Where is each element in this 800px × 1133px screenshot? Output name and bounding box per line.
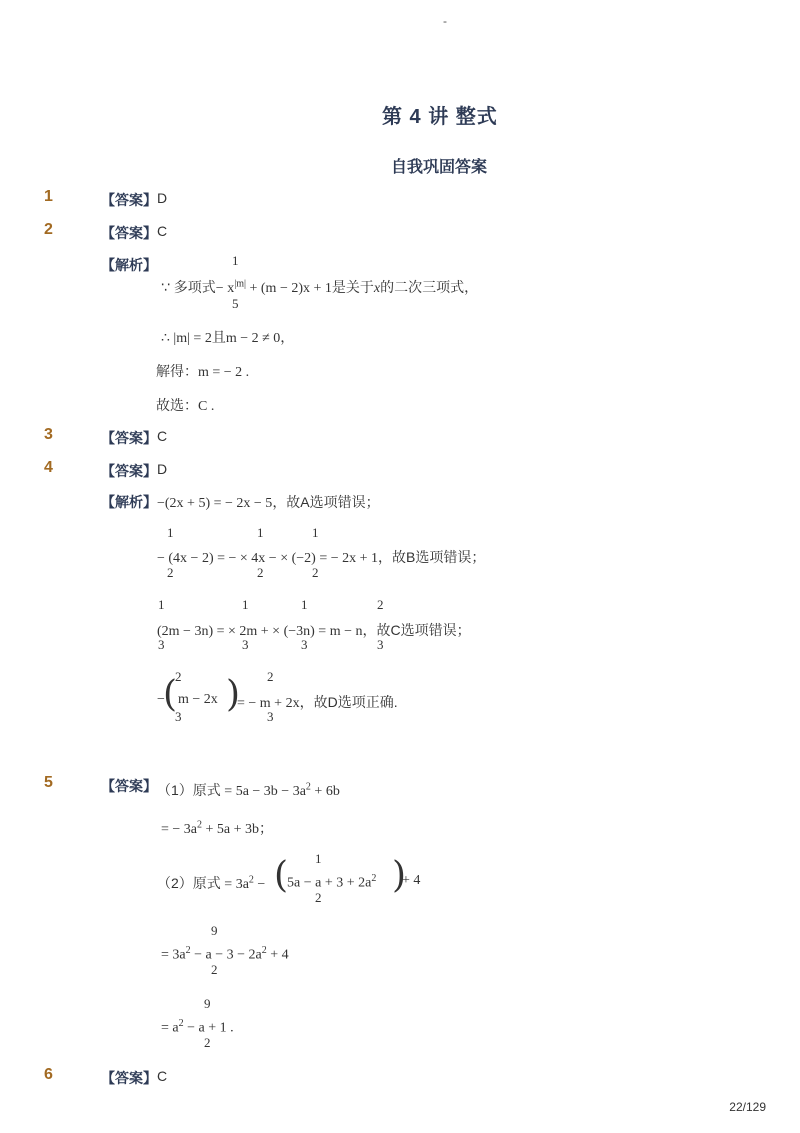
q5-p3-right-paren: ) bbox=[392, 855, 407, 896]
q2-line3-math: m = − 2 . bbox=[198, 365, 250, 380]
q5-p3-end: + 4 bbox=[402, 873, 421, 888]
q4-line-2 bbox=[157, 547, 485, 567]
q4-line3-math: (2m − 3n) = × 2m + × (−3n) = m − n bbox=[157, 624, 363, 639]
q4-l3-frac-num-4: 2 bbox=[377, 597, 384, 612]
q4-l3-frac-den-3: 3 bbox=[301, 637, 308, 652]
q4-line-4 bbox=[237, 692, 398, 712]
q5-p3-frac-num: 1 bbox=[315, 851, 322, 866]
q5-p4-sup2: 2 bbox=[261, 945, 267, 956]
q5-p4-end: + 4 bbox=[266, 947, 289, 963]
q4-line2-cn: ，故B选项错误； bbox=[378, 549, 486, 565]
answer-value-3: C bbox=[157, 428, 168, 444]
q4-l2-frac-num-2: 1 bbox=[257, 525, 264, 540]
q2-line2-math2: m − 2 ≠ 0， bbox=[225, 331, 295, 346]
question-number-5: 5 bbox=[44, 774, 53, 791]
q2-line1-pre: ∵ 多项式 bbox=[161, 279, 216, 295]
question-number-1: 1 bbox=[44, 188, 53, 205]
q5-p5-sup: 2 bbox=[178, 1018, 184, 1029]
q2-line-3 bbox=[156, 361, 249, 381]
q4-line3-cn: ，故C选项错误； bbox=[362, 622, 471, 638]
q5-line-4 bbox=[161, 945, 289, 964]
q2-line1-rest: + (m − 2)x + 1 bbox=[246, 281, 332, 296]
q4-l2-frac-num-3: 1 bbox=[312, 525, 319, 540]
q5-p5-rest: − a + 1 . bbox=[183, 1020, 234, 1036]
q4-l4-frac-num-1: 2 bbox=[175, 669, 182, 684]
q5-p2-sup: 2 bbox=[197, 819, 203, 831]
q4-line-3 bbox=[157, 620, 471, 640]
section-subtitle: 自我巩固答案 bbox=[391, 159, 488, 176]
q4-line4-inner: m − 2x bbox=[178, 692, 218, 707]
q5-line-2 bbox=[161, 818, 273, 838]
q2-line4-math: C . bbox=[198, 399, 215, 414]
q5-p3-inner-wrap bbox=[287, 873, 376, 892]
q2-line1-x: x bbox=[373, 281, 381, 296]
q5-p5-math: = a bbox=[161, 1020, 179, 1036]
q2-frac-numerator: 1 bbox=[232, 253, 239, 268]
q5-p1-rest: + 6b bbox=[310, 784, 340, 799]
answer-label-2: 【答案】 bbox=[101, 225, 157, 241]
q2-line4-cn: 故选： bbox=[156, 397, 198, 413]
q4-l3-frac-num-2: 1 bbox=[242, 597, 249, 612]
question-number-6: 6 bbox=[44, 1066, 53, 1083]
q5-p3-frac-den: 2 bbox=[315, 890, 322, 905]
q5-p1-math: = 5a − 3b − 3a bbox=[220, 784, 306, 799]
q2-frac-denominator: 5 bbox=[232, 296, 239, 311]
q2-line2-math: |m| = 2 bbox=[173, 331, 212, 346]
q4-line2-math: − (4x − 2) = − × 4x − × (−2) = − 2x + 1 bbox=[157, 551, 378, 566]
q5-p2-math: = − 3a bbox=[161, 822, 198, 837]
q4-l2-frac-den-1: 2 bbox=[167, 565, 174, 580]
q2-line-2 bbox=[161, 327, 294, 347]
header-dash: - bbox=[443, 14, 447, 28]
page-title: 第 4 讲 整式 bbox=[382, 106, 498, 128]
q5-p4-frac-den: 2 bbox=[211, 962, 218, 977]
question-number-3: 3 bbox=[44, 426, 53, 443]
answer-label-5: 【答案】 bbox=[101, 778, 157, 794]
answer-label-3: 【答案】 bbox=[101, 430, 157, 446]
q5-p4-rest: − a − 3 − 2a bbox=[190, 947, 262, 963]
q4-line1-math: −(2x + 5) = − 2x − 5 bbox=[157, 496, 273, 511]
q5-p1-cn: （1）原式 bbox=[157, 782, 221, 798]
q4-l3-frac-num-3: 1 bbox=[301, 597, 308, 612]
q2-line1-math: − x bbox=[215, 281, 235, 296]
q2-line2-cn: 且 bbox=[211, 329, 226, 345]
q5-p5-frac-den: 2 bbox=[204, 1035, 211, 1050]
q4-l3-frac-den-1: 3 bbox=[158, 637, 165, 652]
question-number-4: 4 bbox=[44, 459, 53, 476]
q4-line4-left-paren: ( bbox=[163, 674, 178, 715]
q5-p3-cn: （2）原式 bbox=[157, 875, 221, 891]
q5-p2-rest: + 5a + 3b； bbox=[202, 822, 274, 837]
question-number-2: 2 bbox=[44, 221, 53, 238]
page-number: 22/129 bbox=[729, 1100, 766, 1114]
q5-p3-left-paren: ( bbox=[274, 855, 289, 896]
answer-value-1: D bbox=[157, 190, 168, 206]
q4-l4-frac-num-2: 2 bbox=[267, 669, 274, 684]
q2-line-4 bbox=[156, 395, 214, 415]
q2-line1-cn2: 的二次三项式， bbox=[380, 279, 479, 295]
q2-line2-sym: ∴ bbox=[161, 331, 174, 346]
answer-value-4: D bbox=[157, 461, 168, 477]
answer-label-6: 【答案】 bbox=[101, 1070, 157, 1086]
answer-value-6: C bbox=[157, 1068, 168, 1084]
q5-line-5 bbox=[161, 1018, 234, 1037]
q4-l2-frac-den-2: 2 bbox=[257, 565, 264, 580]
analysis-label-4: 【解析】 bbox=[101, 494, 157, 510]
answer-value-2: C bbox=[157, 223, 168, 239]
q5-p3-inner-sup: 2 bbox=[371, 873, 377, 884]
q5-p3-inner: 5a − a + 3 + 2a bbox=[287, 875, 372, 891]
q5-part-1 bbox=[157, 780, 340, 800]
answer-label-4: 【答案】 bbox=[101, 463, 157, 479]
answer-label-1: 【答案】 bbox=[101, 192, 157, 208]
q4-l3-frac-num-1: 1 bbox=[158, 597, 165, 612]
q5-p4-sup: 2 bbox=[185, 945, 191, 956]
q5-p4-frac-num: 9 bbox=[211, 923, 218, 938]
q5-p3-sup: 2 bbox=[248, 874, 254, 886]
q4-l3-frac-den-4: 3 bbox=[377, 637, 384, 652]
q2-line-1 bbox=[161, 277, 478, 297]
q4-line4-cn: ，故D选项正确. bbox=[299, 694, 398, 710]
q5-p5-frac-num: 9 bbox=[204, 996, 211, 1011]
q4-line4-post: = − m + 2x bbox=[237, 696, 300, 711]
q4-l4-frac-den-1: 3 bbox=[175, 709, 182, 724]
q2-line3-cn: 解得： bbox=[156, 363, 198, 379]
analysis-label-2: 【解析】 bbox=[101, 257, 157, 273]
q5-part-2 bbox=[157, 873, 265, 893]
q4-l4-frac-den-2: 3 bbox=[267, 709, 274, 724]
q2-line1-exp: |m| bbox=[234, 278, 246, 290]
q5-p3-math: = 3a bbox=[220, 877, 249, 892]
q5-p4-math: = 3a bbox=[161, 947, 186, 963]
q4-l2-frac-num-1: 1 bbox=[167, 525, 174, 540]
q4-line-1 bbox=[157, 492, 380, 512]
q5-p3-mid: − bbox=[253, 877, 266, 892]
q2-line1-cn: 是关于 bbox=[331, 279, 374, 295]
q5-p1-sup: 2 bbox=[305, 781, 311, 793]
q4-line1-cn: ，故A选项错误； bbox=[272, 494, 380, 510]
q4-l2-frac-den-3: 2 bbox=[312, 565, 319, 580]
q4-line4-pre: − bbox=[157, 692, 165, 707]
q4-l3-frac-den-2: 3 bbox=[242, 637, 249, 652]
q4-line4-right-paren: ) bbox=[226, 674, 241, 715]
